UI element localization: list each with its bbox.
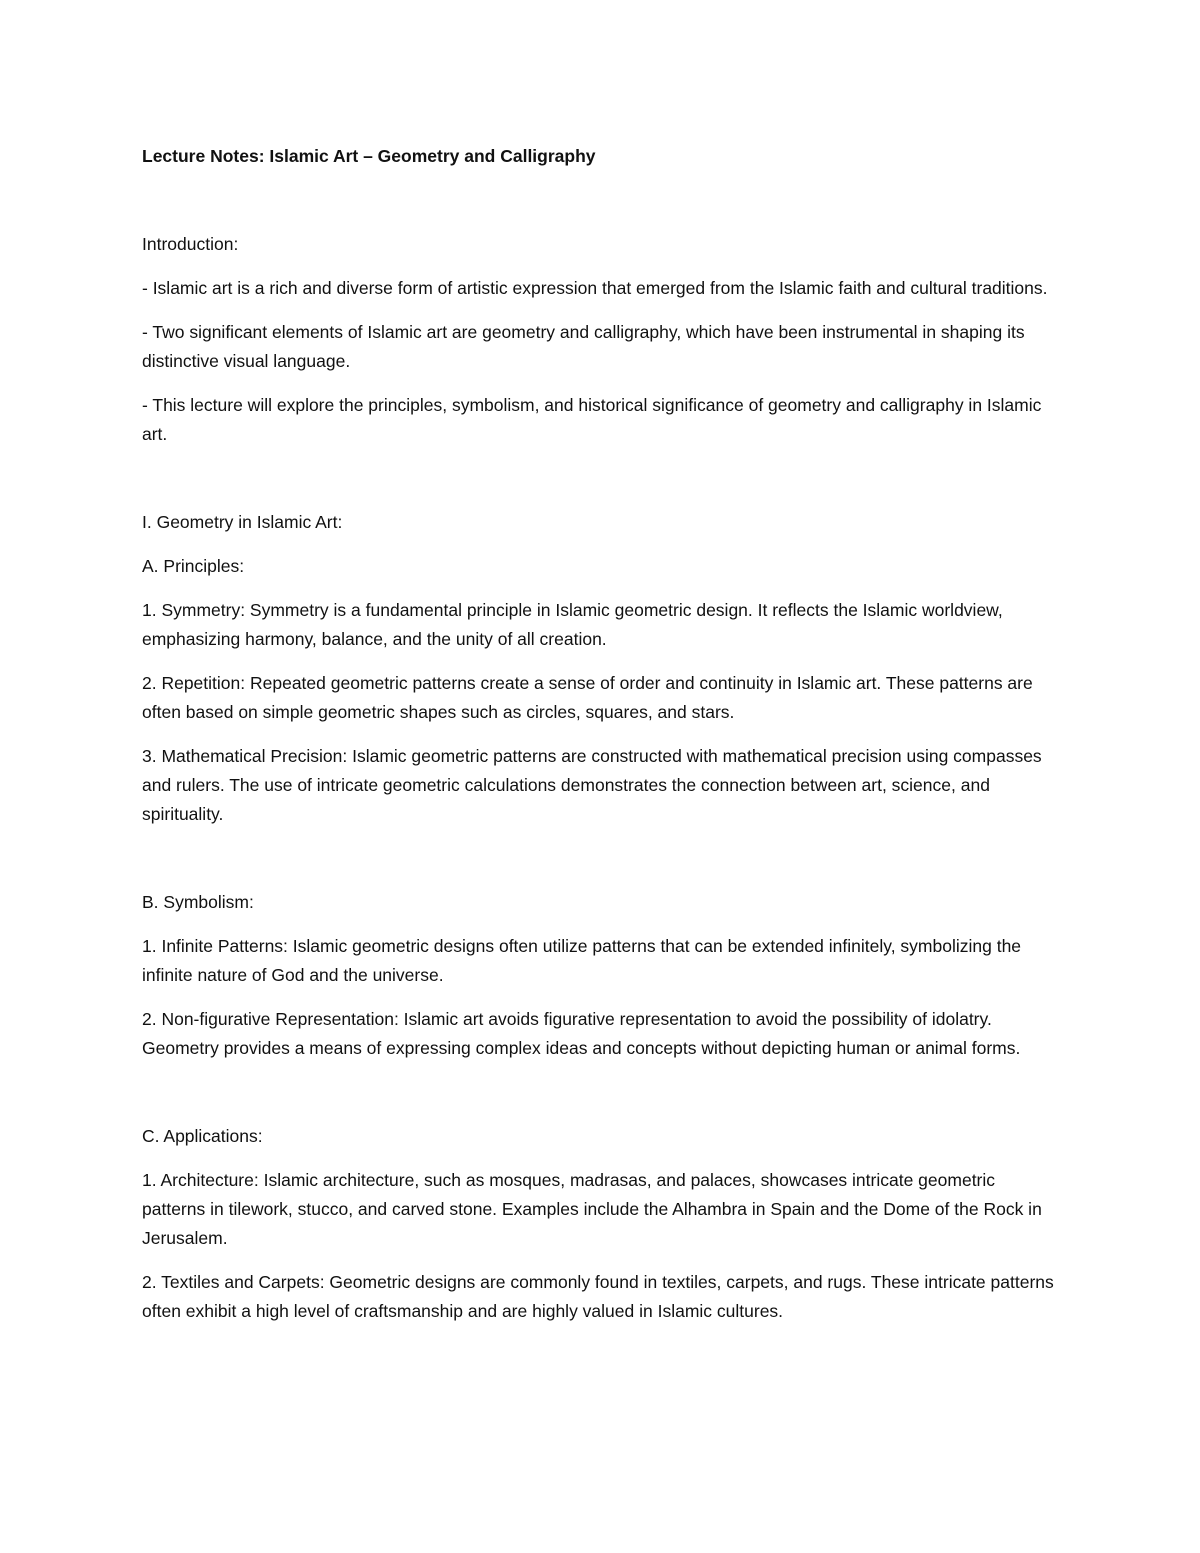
document-page — [142, 142, 1062, 1326]
principle-item: 2. Repetition: Repeated geometric patterns create a sense of order and continuity in Islamic art. These patterns are often based on simple geometric shapes such as circles, squares, and stars. — [142, 673, 1033, 722]
introduction-bullet: - Two significant elements of Islamic art are geometry and calligraphy, which have been instrumental in shaping its distinctive visual language. — [142, 322, 1025, 371]
application-item: 1. Architecture: Islamic architecture, such as mosques, madrasas, and palaces, showcases intricate geometric patterns in tilework, stucco, and carved stone. Examples include the Alhambra in Spain and the Dome of the Rock in Jerusalem. — [142, 1170, 1042, 1248]
principle-item: 3. Mathematical Precision: Islamic geometric patterns are constructed with mathematical precision using compasses and rulers. The use of intricate geometric calculations demonstrates the connection between art, science, and spirituality. — [142, 746, 1042, 824]
introduction-bullet: - Islamic art is a rich and diverse form of artistic expression that emerged from the Islamic faith and cultural traditions. — [142, 278, 1048, 298]
section-heading: I. Geometry in Islamic Art: — [142, 512, 343, 532]
application-item: 2. Textiles and Carpets: Geometric designs are commonly found in textiles, carpets, and rugs. These intricate patterns often exhibit a high level of craftsmanship and are highly valued in Islamic cultures. — [142, 1272, 1054, 1321]
subsection-heading-applications: C. Applications: — [142, 1126, 263, 1146]
subsection-heading-symbolism: B. Symbolism: — [142, 892, 254, 912]
subsection-heading-principles: A. Principles: — [142, 556, 245, 576]
introduction-heading: Introduction: — [142, 234, 239, 254]
document-title: Lecture Notes: Islamic Art – Geometry and Calligraphy — [142, 146, 596, 166]
spacer — [142, 171, 1062, 230]
symbolism-item: 2. Non-figurative Representation: Islamic art avoids figurative representation to avoid the possibility of idolatry. Geometry provides a means of expressing complex ideas and concepts without depicting human or animal forms. — [142, 1009, 1021, 1058]
principle-item: 1. Symmetry: Symmetry is a fundamental principle in Islamic geometric design. It reflects the Islamic worldview, emphasizing harmony, balance, and the unity of all creation. — [142, 600, 1003, 649]
symbolism-item: 1. Infinite Patterns: Islamic geometric designs often utilize patterns that can be extended infinitely, symbolizing the infinite nature of God and the universe. — [142, 936, 1022, 985]
introduction-bullet: - This lecture will explore the principles, symbolism, and historical significance of geometry and calligraphy in Islamic art. — [142, 395, 1042, 444]
